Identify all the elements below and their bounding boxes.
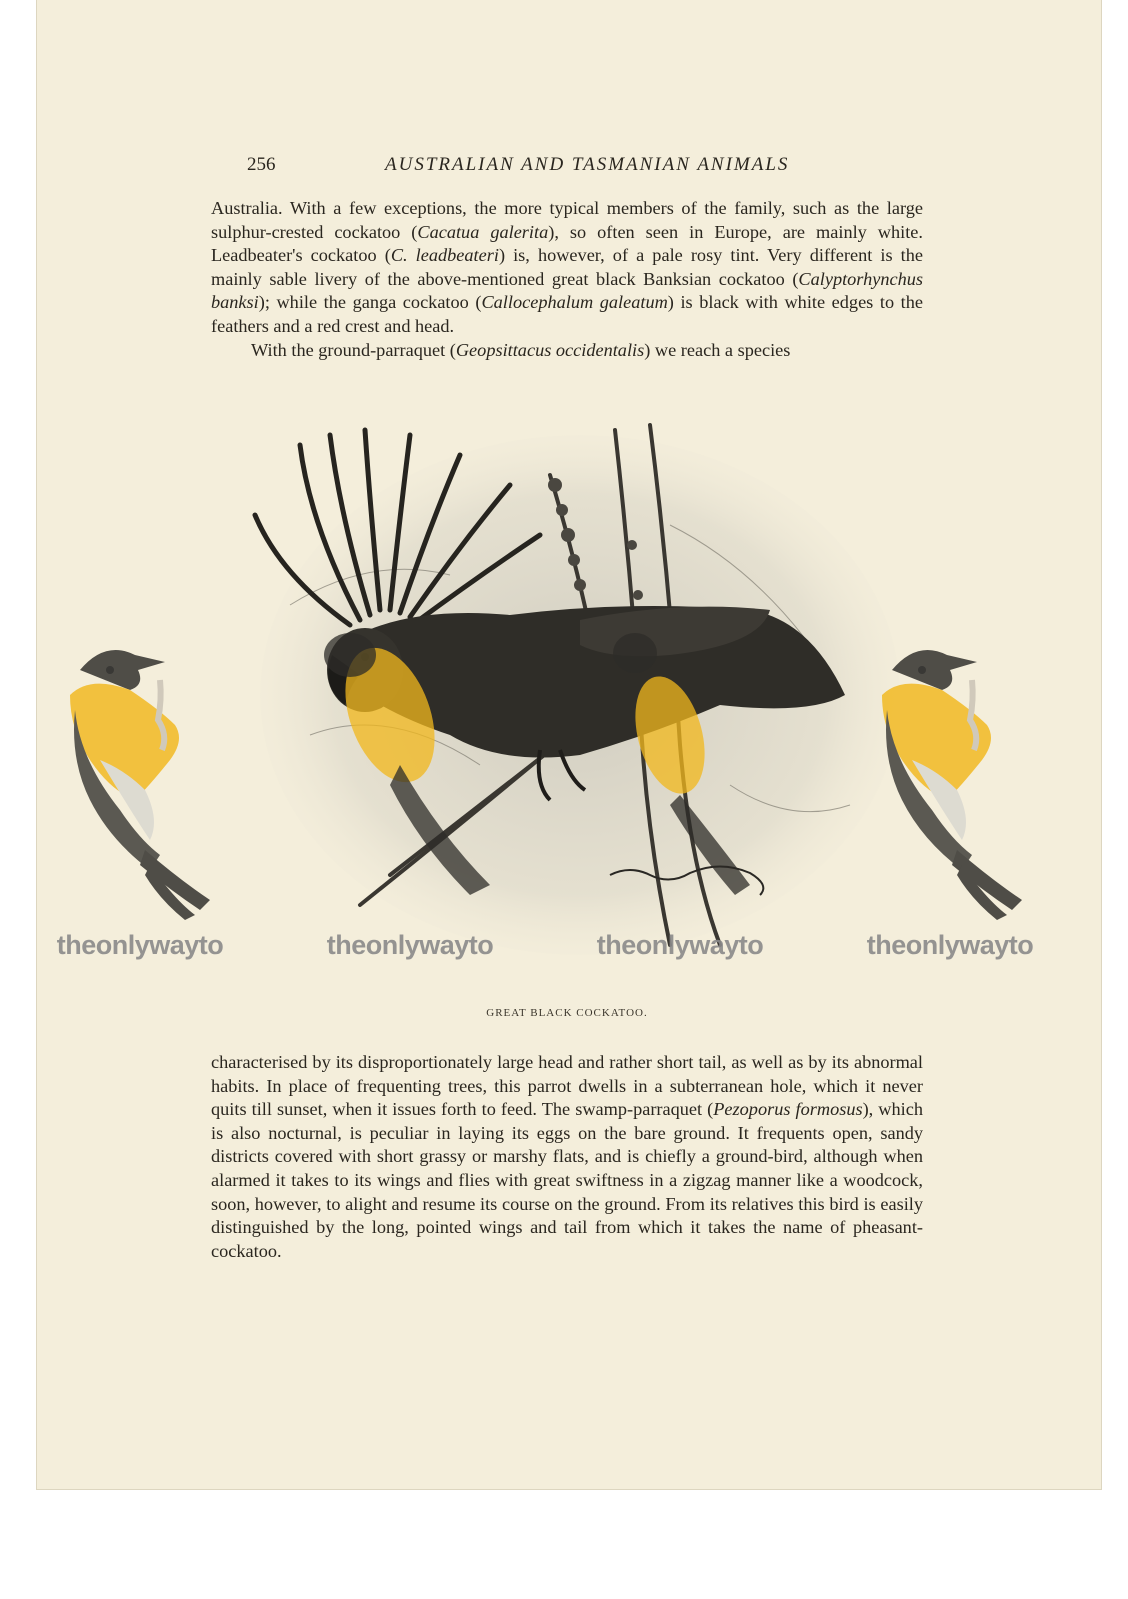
- watermark-text: theonlywayto: [56, 930, 224, 960]
- paragraph-bottom: [211, 1051, 923, 1263]
- paragraph-one: Australia. With a few exceptions, the more typical members of the family, such as the large sulphur-crested cockatoo (Cacatua galerita), so often seen in Europe, are mainly white. Leadbeater's cockatoo (C. leadbeateri) is, however, of a pale rosy tint. Very different is the mainly sable livery of the above-mentioned great black Banksian cockatoo (Calyptorhynchus banksi); while the ganga cockatoo (Callocephalum galeatum) is black with white edges to the feathers and a red crest and head.: [211, 198, 924, 336]
- watermark-text: theonlywayto: [326, 930, 494, 960]
- figure-caption: GREAT BLACK COCKATOO.: [486, 1007, 648, 1019]
- watermark-text: theonlywayto: [866, 930, 1034, 960]
- paragraph-two: With the ground-parraquet (Geopsittacus occidentalis) we reach a species: [251, 339, 791, 360]
- oriole-bird-icon: [50, 640, 230, 920]
- page-number: 256: [247, 154, 276, 175]
- cockatoo-illustration: [250, 405, 910, 980]
- paragraph-top: [211, 197, 923, 362]
- running-head: [247, 154, 959, 178]
- watermark-text: theonlywayto: [596, 930, 764, 960]
- oriole-bird-icon: [862, 640, 1042, 920]
- paragraph-three: characterised by its disproportionately large head and rather short tail, as well as by its abnormal habits. In place of frequenting trees, this parrot dwells in a subterranean hole, which it never quits till sunset, when it issues forth to feed. The swamp-parraquet (Pezoporus formosus), which is also nocturnal, is peculiar in laying its eggs on the bare ground. It frequents open, sandy districts covered with short grassy or marshy flats, and is chiefly a ground-bird, although when alarmed it takes to its wings and flies with great swiftness in a zigzag manner like a woodcock, soon, however, to alight and resume its course on the ground. From its relatives this bird is easily distinguished by the long, pointed wings and tail from which it takes the name of pheasant-cockatoo.: [211, 1052, 923, 1261]
- running-title: AUSTRALIAN AND TASMANIAN ANIMALS: [385, 154, 790, 175]
